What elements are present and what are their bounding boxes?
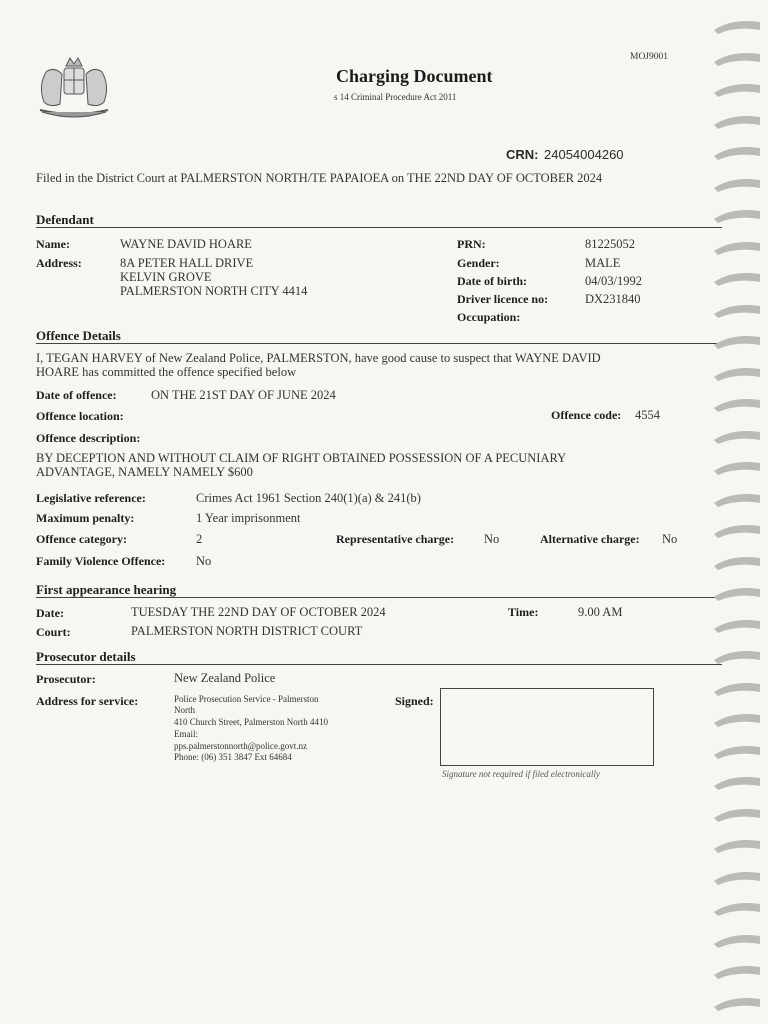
binding-ring bbox=[712, 648, 762, 664]
crn-label: CRN: bbox=[506, 147, 539, 162]
signature-note: Signature not required if filed electronically bbox=[442, 769, 600, 779]
offence-description: ADVANTAGE, NAMELY NAMELY $600 bbox=[36, 465, 253, 479]
binding-ring bbox=[712, 239, 762, 255]
prosecutor-value: New Zealand Police bbox=[174, 671, 276, 685]
address-line: PALMERSTON NORTH CITY 4414 bbox=[120, 284, 308, 298]
gender-label: Gender: bbox=[457, 256, 500, 270]
hearing-date-label: Date: bbox=[36, 606, 64, 620]
prosecutor-heading: Prosecutor details bbox=[36, 649, 136, 664]
service-phone: Phone: (06) 351 3847 Ext 64684 bbox=[174, 752, 292, 762]
penalty-label: Maximum penalty: bbox=[36, 511, 135, 525]
penalty-value: 1 Year imprisonment bbox=[196, 511, 301, 525]
representative-label: Representative charge: bbox=[336, 532, 455, 546]
binding-ring bbox=[712, 396, 762, 412]
binding-ring bbox=[712, 81, 762, 97]
hearing-time: 9.00 AM bbox=[578, 605, 623, 619]
service-address-line: North bbox=[174, 705, 195, 715]
defendant-heading: Defendant bbox=[36, 212, 94, 227]
service-address-line: Email: bbox=[174, 729, 198, 739]
address-label: Address: bbox=[36, 256, 82, 270]
name-label: Name: bbox=[36, 237, 70, 251]
service-address-line: 410 Church Street, Palmerston North 4410 bbox=[174, 717, 328, 727]
legislative-label: Legislative reference: bbox=[36, 491, 146, 505]
court-value: PALMERSTON NORTH DISTRICT COURT bbox=[131, 624, 363, 638]
offence-location-label: Offence location: bbox=[36, 409, 124, 423]
binding-ring bbox=[712, 995, 762, 1011]
offence-code-label: Offence code: bbox=[551, 408, 622, 422]
binding-ring bbox=[712, 837, 762, 853]
document-title: Charging Document bbox=[336, 66, 493, 86]
crn-value: 24054004260 bbox=[544, 147, 624, 162]
hearing-heading: First appearance hearing bbox=[36, 582, 177, 597]
offence-rule bbox=[36, 343, 722, 344]
binding-ring bbox=[712, 50, 762, 66]
service-email: pps.palmerstonnorth@police.govt.nz bbox=[174, 741, 308, 751]
binding-ring bbox=[712, 18, 762, 34]
binding-ring bbox=[712, 176, 762, 192]
binding-ring bbox=[712, 932, 762, 948]
legislative-value: Crimes Act 1961 Section 240(1)(a) & 241(b) bbox=[196, 491, 421, 505]
address-line: KELVIN GROVE bbox=[120, 270, 212, 284]
binding-ring bbox=[712, 869, 762, 885]
binding-ring bbox=[712, 365, 762, 381]
binding-ring bbox=[712, 900, 762, 916]
binding-ring bbox=[712, 207, 762, 223]
document-code: MOJ9001 bbox=[630, 52, 669, 62]
offence-statement: HOARE has committed the offence specified below bbox=[36, 365, 297, 379]
signed-label: Signed: bbox=[395, 694, 434, 708]
binding-ring bbox=[712, 711, 762, 727]
offence-date-label: Date of offence: bbox=[36, 388, 117, 402]
binding-ring bbox=[712, 491, 762, 507]
binding-ring bbox=[712, 774, 762, 790]
binding-ring bbox=[712, 680, 762, 696]
offence-code: 4554 bbox=[635, 408, 660, 422]
offence-statement: I, TEGAN HARVEY of New Zealand Police, PALMERSTON, have good cause to suspect that WAYNE DAVID bbox=[36, 351, 601, 365]
prn-label: PRN: bbox=[457, 237, 486, 251]
binding-ring bbox=[712, 270, 762, 286]
filed-statement: Filed in the District Court at PALMERSTON NORTH/TE PAPAIOEA on THE 22ND DAY OF OCTOBER 2024 bbox=[36, 171, 603, 185]
binding-ring bbox=[712, 428, 762, 444]
binding-ring bbox=[712, 113, 762, 129]
offence-description-label: Offence description: bbox=[36, 431, 141, 445]
prosecutor-rule bbox=[36, 664, 722, 665]
hearing-rule bbox=[36, 597, 722, 598]
offence-heading: Offence Details bbox=[36, 328, 121, 343]
binding-ring bbox=[712, 459, 762, 475]
service-address-label: Address for service: bbox=[36, 694, 139, 708]
binding-ring bbox=[712, 617, 762, 633]
defendant-rule bbox=[36, 227, 722, 228]
hearing-date: TUESDAY THE 22ND DAY OF OCTOBER 2024 bbox=[131, 605, 386, 619]
binding-ring bbox=[712, 144, 762, 160]
binding-ring bbox=[712, 743, 762, 759]
gender-value: MALE bbox=[585, 256, 621, 270]
occupation-label: Occupation: bbox=[457, 310, 521, 324]
prosecutor-label: Prosecutor: bbox=[36, 672, 96, 686]
document-subtitle: s 14 Criminal Procedure Act 2011 bbox=[334, 92, 457, 102]
alternative-label: Alternative charge: bbox=[540, 532, 640, 546]
service-address-line: Police Prosecution Service - Palmerston bbox=[174, 694, 319, 704]
category-value: 2 bbox=[196, 532, 203, 546]
binding-ring bbox=[712, 522, 762, 538]
licence-label: Driver licence no: bbox=[457, 292, 549, 306]
signature-box[interactable] bbox=[440, 688, 654, 766]
family-violence-value: No bbox=[196, 554, 212, 568]
court-label: Court: bbox=[36, 625, 71, 639]
address-line: 8A PETER HALL DRIVE bbox=[120, 256, 254, 270]
spiral-binding bbox=[706, 0, 768, 1024]
coat-of-arms-icon bbox=[32, 52, 116, 122]
binding-ring bbox=[712, 963, 762, 979]
binding-ring bbox=[712, 333, 762, 349]
hearing-time-label: Time: bbox=[508, 605, 539, 619]
category-label: Offence category: bbox=[36, 532, 127, 546]
prn-value: 81225052 bbox=[585, 237, 635, 251]
binding-ring bbox=[712, 585, 762, 601]
dob-value: 04/03/1992 bbox=[585, 274, 642, 288]
binding-ring bbox=[712, 302, 762, 318]
alternative-value: No bbox=[662, 532, 678, 546]
binding-ring bbox=[712, 554, 762, 570]
dob-label: Date of birth: bbox=[457, 274, 527, 288]
family-violence-label: Family Violence Offence: bbox=[36, 554, 166, 568]
representative-value: No bbox=[484, 532, 500, 546]
licence-value: DX231840 bbox=[585, 292, 641, 306]
offence-description: BY DECEPTION AND WITHOUT CLAIM OF RIGHT OBTAINED POSSESSION OF A PECUNIARY bbox=[36, 451, 567, 465]
binding-ring bbox=[712, 806, 762, 822]
offence-date: ON THE 21ST DAY OF JUNE 2024 bbox=[151, 388, 336, 402]
defendant-name: WAYNE DAVID HOARE bbox=[120, 237, 252, 251]
